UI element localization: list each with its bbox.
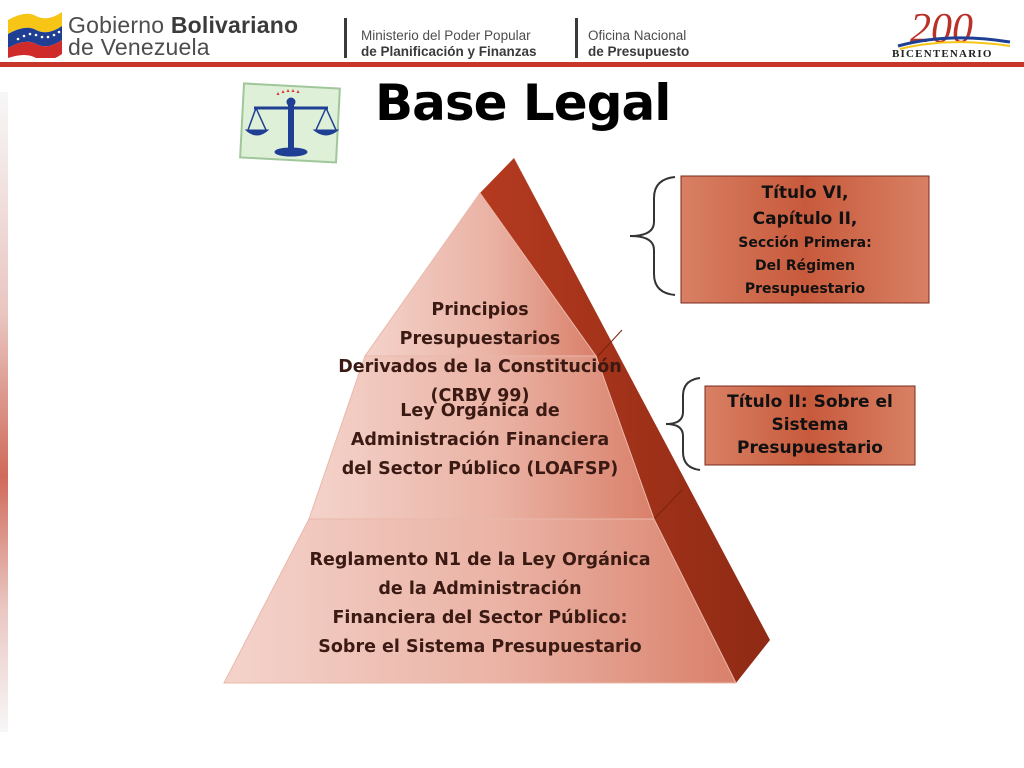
pyramid-middle-text <box>330 397 630 484</box>
callout-upper-line: Sección Primera: <box>738 235 872 251</box>
government-name: Gobierno Bolivariano de Venezuela <box>68 12 299 60</box>
brace-upper <box>630 177 675 295</box>
pyramid-middle-line: Administración Financiera <box>350 430 610 450</box>
bicentennial-number: 200 <box>910 6 973 52</box>
callout-lower-line: Presupuestario <box>736 438 883 458</box>
pyramid-bottom-text <box>280 546 680 662</box>
bicentennial-label: BICENTENARIO <box>892 48 993 60</box>
pyramid-middle-line: Ley Orgánica de <box>400 401 560 421</box>
ministry-name: Ministerio del Poder Popular de Planificación y Finanzas <box>361 28 537 59</box>
callout-lower-line: Título II: Sobre el <box>727 392 893 412</box>
callout-upper-line: Del Régimen <box>755 258 855 274</box>
pyramid-bottom-line: Sobre el Sistema Presupuestario <box>318 637 642 657</box>
callout-upper-line: Título VI, <box>761 183 849 203</box>
pyramid-top-line: Presupuestarios <box>399 328 561 349</box>
callout-lower-text <box>705 391 915 460</box>
callout-upper-line: Capítulo II, <box>752 209 858 229</box>
pyramid-top-line: Principios <box>431 300 529 320</box>
callout-upper-line: Presupuestario <box>744 281 866 297</box>
pyramid-bottom-line: de la Administración <box>378 579 582 599</box>
pyramid-bottom-line: Financiera del Sector Público: <box>332 608 628 628</box>
pyramid-bottom-line: Reglamento N1 de la Ley Orgánica <box>309 550 651 570</box>
pyramid-top-line: Derivados de la Constitución <box>338 357 622 377</box>
callout-lower-line: Sistema <box>771 415 849 435</box>
callout-upper-text <box>681 180 929 301</box>
office-name: Oficina Nacional de Presupuesto <box>588 28 690 59</box>
pyramid-top-text <box>330 296 630 410</box>
pyramid-middle-line: del Sector Público (LOAFSP) <box>341 459 619 479</box>
pyramid-top-line: (CRBV 99) <box>430 385 530 406</box>
slide-title: Base Legal <box>375 74 671 132</box>
